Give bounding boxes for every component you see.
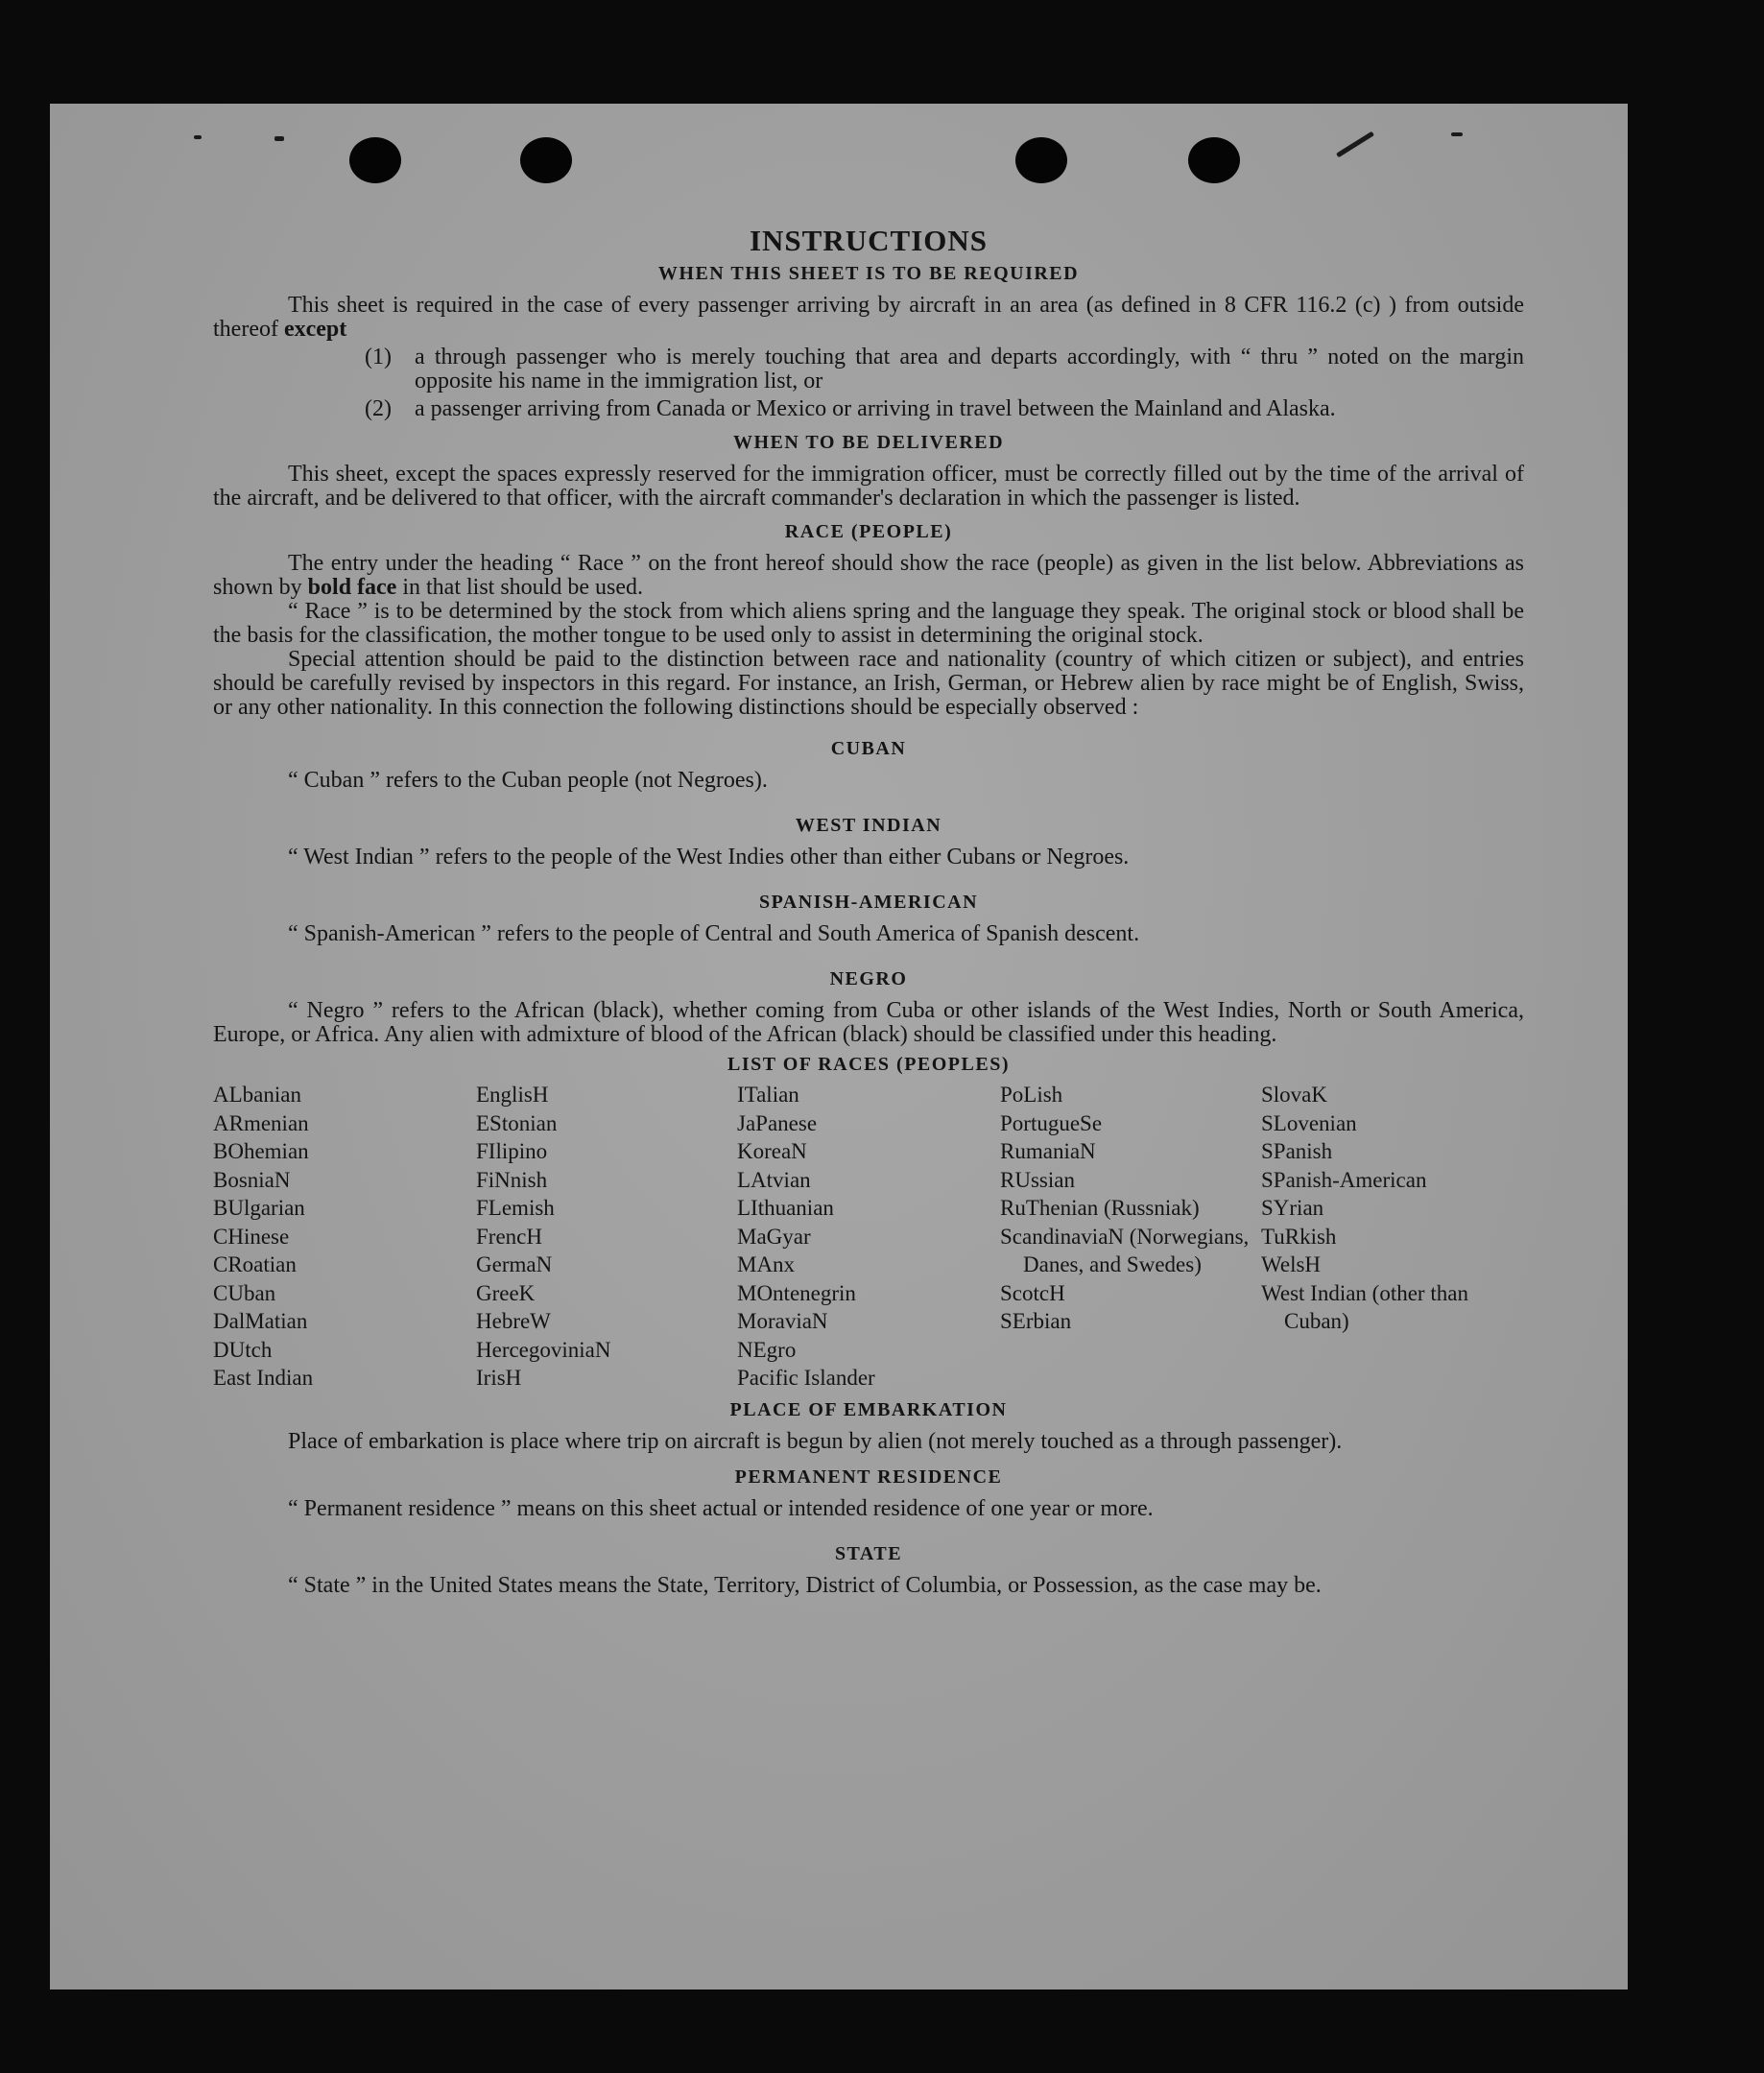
list-item: CUban (213, 1280, 276, 1305)
list-item: MOntenegrin (737, 1280, 856, 1305)
list-item: SlovaK (1261, 1083, 1327, 1107)
races-column (476, 1081, 737, 1393)
list-item: GreeK (476, 1280, 536, 1305)
punch-hole (520, 137, 572, 183)
list-item: East Indian (213, 1366, 314, 1390)
list-item: FLemish (476, 1196, 555, 1220)
list-item: ScotcH (1000, 1280, 1065, 1305)
races-column (213, 1081, 476, 1393)
list-item: (1) a through passenger who is merely touching that area and departs accordingly, with “ thru ” noted on the margin opposite his name in the immigration list, or (365, 345, 1524, 393)
list-item: MaGyar (737, 1224, 811, 1249)
state-text: “ State ” in the United States means the State, Territory, District of Columbia, or Possession, as the case may be. (288, 1572, 1322, 1598)
list-item: HercegoviniaN (476, 1337, 611, 1362)
page-title: INSTRUCTIONS (749, 224, 988, 257)
list-item: ALbanian (213, 1083, 301, 1107)
list-item: IrisH (476, 1366, 522, 1390)
section-heading-residence: PERMANENT RESIDENCE (734, 1465, 1003, 1488)
section-heading-embarkation: PLACE OF EMBARKATION (729, 1398, 1008, 1420)
list-item: BOhemian (213, 1139, 309, 1163)
list-item: (2) a passenger arriving from Canada or Mexico or arriving in travel between the Mainland and Alaska. (365, 396, 1336, 421)
section-heading-list-of-races: LIST OF RACES (PEOPLES) (727, 1054, 1010, 1075)
races-column (1000, 1081, 1261, 1393)
scan-speck (194, 135, 202, 139)
list-item: BosniaN (213, 1167, 291, 1192)
section-heading-negro: NEGRO (829, 968, 908, 989)
list-item: LAtvian (737, 1167, 811, 1192)
list-item: WelsH (1261, 1252, 1322, 1276)
list-item: SLovenian (1261, 1110, 1357, 1135)
punch-hole (1188, 137, 1240, 183)
list-item: MoraviaN (737, 1309, 828, 1333)
list-item: RuThenian (Russniak) (1000, 1196, 1200, 1220)
section-heading-when-delivered: WHEN TO BE DELIVERED (732, 432, 1005, 453)
document-sheet (50, 104, 1628, 1990)
list-item: CRoatian (213, 1252, 297, 1276)
list-item: EStonian (476, 1110, 558, 1135)
list-item: NEgro (737, 1337, 797, 1362)
list-item: SPanish-American (1261, 1167, 1427, 1192)
list-item: DalMatian (213, 1309, 308, 1333)
list-item: LIthuanian (737, 1196, 834, 1220)
list-item: JaPanese (737, 1110, 818, 1135)
scan-speck (274, 136, 284, 141)
cuban-definition: “ Cuban ” refers to the Cuban people (not Negroes). (288, 768, 768, 793)
list-item: GermaN (476, 1252, 553, 1276)
list-item: BUlgarian (213, 1196, 305, 1220)
list-item: EnglisH (476, 1083, 549, 1107)
race-para-1: The entry under the heading “ Race ” on the front hereof should show the race (people) as given in the list below. Abbreviations as shown by bold face in that list should be used. (213, 551, 1524, 600)
section-heading-when-required: WHEN THIS SHEET IS TO BE REQUIRED (657, 263, 1080, 284)
list-item: SYrian (1261, 1196, 1324, 1220)
list-item: West Indian (other than Cuban) (1261, 1280, 1468, 1333)
list-item: MAnx (737, 1252, 796, 1276)
pen-mark (1336, 131, 1374, 158)
list-item: FIlipino (476, 1139, 548, 1163)
residence-text: “ Permanent residence ” means on this sheet actual or intended residence of one year or more. (288, 1495, 1154, 1521)
section-heading-race: RACE (PEOPLE) (784, 521, 953, 542)
when-required-intro: This sheet is required in the case of every passenger arriving by aircraft in an area (as defined in 8 CFR 116.2 (c) ) from outside thereof except (213, 293, 1524, 342)
when-delivered-text: This sheet, except the spaces expressly reserved for the immigration officer, must be correctly filled out by the time of the arrival of the aircraft, and be delivered to that officer, with the aircraft commander's declaration in which the passenger is listed. (213, 462, 1524, 511)
section-heading-cuban: CUBAN (830, 738, 907, 759)
list-item: CHinese (213, 1224, 290, 1249)
negro-definition: “ Negro ” refers to the African (black), whether coming from Cuba or other islands of the West Indies, North or South America, Europe, or Africa. Any alien with admixture of blood of the African (black) should be classified under this heading. (213, 998, 1524, 1047)
list-item: DUtch (213, 1337, 273, 1362)
list-item: SErbian (1000, 1309, 1072, 1333)
list-item: PortugueSe (1000, 1110, 1103, 1135)
section-heading-spanish-american: SPANISH-AMERICAN (758, 892, 979, 913)
race-para-2: “ Race ” is to be determined by the stock from which aliens spring and the language they speak. The original stock or blood shall be the basis for the classification, the mother tongue to be used only to assist in determining the original stock. (213, 599, 1524, 648)
list-item: KoreaN (737, 1139, 807, 1163)
punch-hole (1015, 137, 1067, 183)
list-item: SPanish (1261, 1139, 1333, 1163)
spanish-american-definition: “ Spanish-American ” refers to the people of Central and South America of Spanish descent. (288, 921, 1140, 946)
west-indian-definition: “ West Indian ” refers to the people of the West Indies other than either Cubans or Negroes. (288, 845, 1130, 870)
races-list (213, 1081, 1524, 1393)
list-item: FiNnish (476, 1167, 548, 1192)
race-para-3: Special attention should be paid to the distinction between race and nationality (country of which citizen or subject), and entries should be carefully revised by inspectors in this regard. For instance, an Irish, German, or Hebrew alien by race might be of English, Swiss, or any other nationality. In this connection the following distinctions should be especially observed : (213, 647, 1524, 720)
list-item: RumaniaN (1000, 1139, 1096, 1163)
races-column (737, 1081, 1000, 1393)
races-column (1261, 1081, 1524, 1393)
list-item: ScandinaviaN (Norwegians, Danes, and Swedes) (1000, 1224, 1250, 1276)
punch-hole (349, 137, 401, 183)
list-item: Pacific Islander (737, 1366, 875, 1390)
embarkation-text: Place of embarkation is place where trip on aircraft is begun by alien (not merely touched as a through passenger). (288, 1428, 1343, 1454)
list-item: ARmenian (213, 1110, 309, 1135)
list-item: HebreW (476, 1309, 551, 1333)
section-heading-west-indian: WEST INDIAN (795, 815, 942, 836)
list-item: PoLish (1000, 1083, 1063, 1107)
list-item: ITalian (737, 1083, 799, 1107)
instructions-content (213, 224, 1524, 1598)
section-heading-state: STATE (834, 1542, 903, 1564)
list-item: TuRkish (1261, 1224, 1337, 1249)
list-item: RUssian (1000, 1167, 1075, 1192)
list-item: FrencH (476, 1224, 542, 1249)
scan-speck (1451, 132, 1463, 136)
